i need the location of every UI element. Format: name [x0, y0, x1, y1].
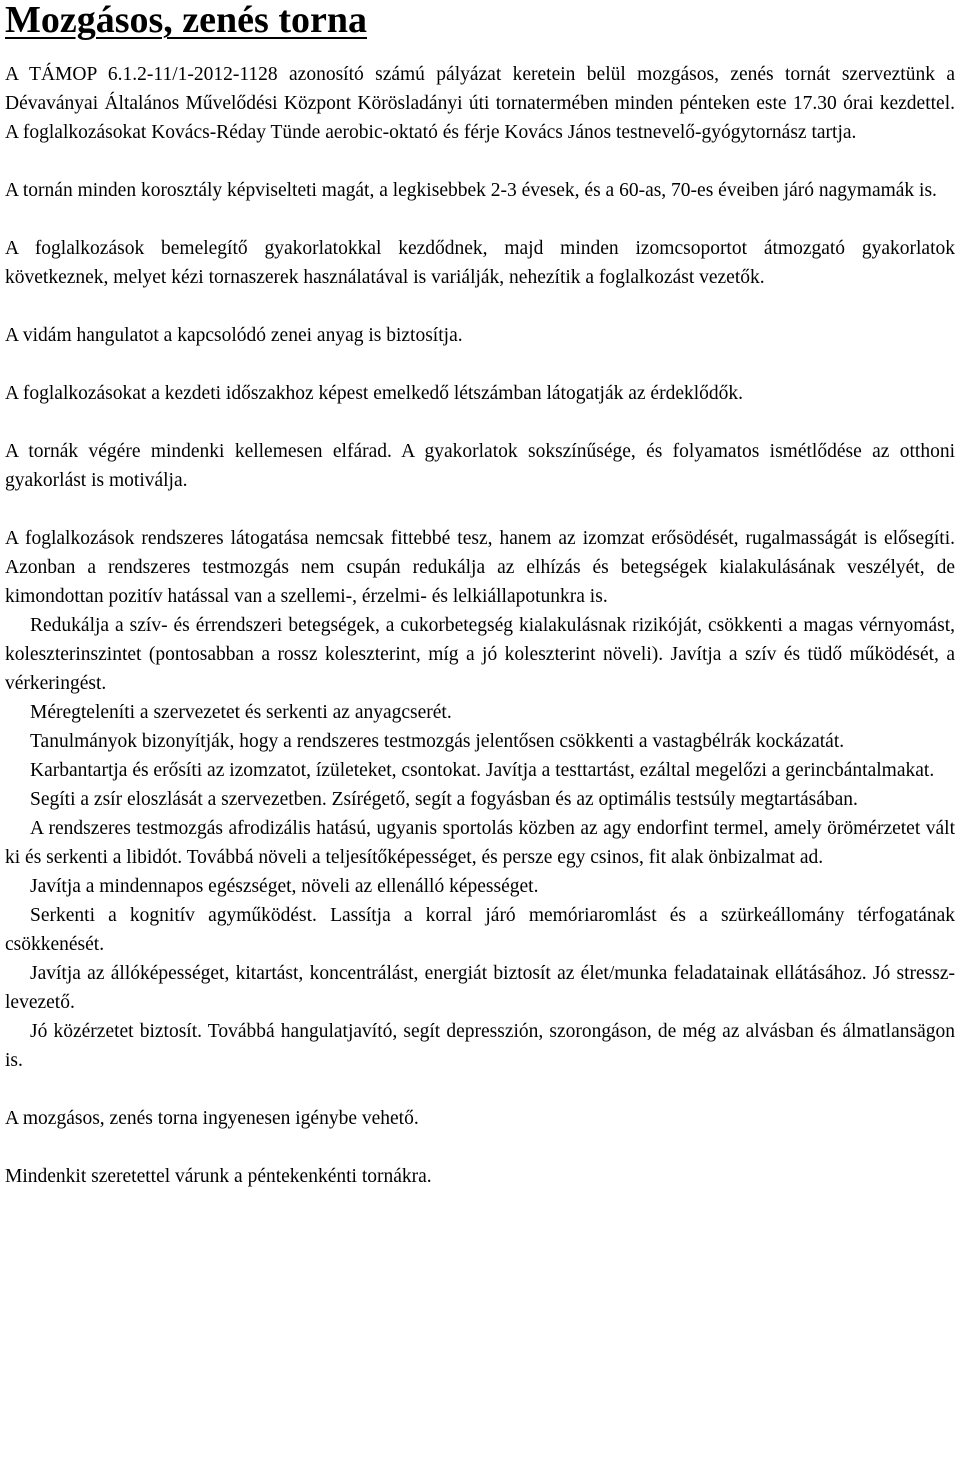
paragraph-free-entry: A mozgásos, zenés torna ingyenesen igénybe vehető.: [5, 1108, 419, 1129]
benefit-item: Méregteleníti a szervezetet és serkenti az anyagcserét.: [30, 702, 452, 723]
benefit-item: Redukálja a szív- és érrendszeri betegségek, a cukorbetegség kialakulásnak rizikóját, csökkenti a magas vérnyomást, koleszterinszintet (pontosabban a rossz koleszterint, míg a jó koleszterint növeli). Javítja a szív és tüdő működését, a vérkeringést.: [5, 615, 955, 694]
benefit-item: Jó közérzetet biztosít. Továbbá hangulatjavító, segít depresszión, szorongáson, de még az alvásban és álmatlansägon is.: [5, 1021, 955, 1071]
paragraph-tiredness: A tornák végére mindenki kellemesen elfárad. A gyakorlatok sokszínűsége, és folyamatos ismétlődése az otthoni gyakorlást is motiválja.: [5, 441, 955, 491]
paragraph-exercises: A foglalkozások bemelegítő gyakorlatokkal kezdődnek, majd minden izomcsoportot átmozgató gyakorlatok következnek, melyet kézi tornaszerek használatával is variálják, nehezítik a foglalkozást vezetők.: [5, 238, 955, 288]
paragraph-music: A vidám hangulatot a kapcsolódó zenei anyag is biztosítja.: [5, 325, 463, 346]
document-page: [5, 0, 955, 1191]
benefit-item: Tanulmányok bizonyítják, hogy a rendszeres testmozgás jelentősen csökkenti a vastagbélrák kockázatát.: [30, 731, 845, 752]
paragraph-benefits-intro: A foglalkozások rendszeres látogatása nemcsak fittebbé tesz, hanem az izomzat erősödését, rugalmasságát is elősegíti. Azonban a rendszeres testmozgás nem csupán redukálja az elhízás és betegségek kialakulásának veszélyét, de kimondottan pozitív hatással van a szellemi-, érzelmi- és lelkiállapotunkra is.: [5, 528, 955, 607]
benefit-item: Segíti a zsír eloszlását a szervezetben. Zsírégető, segít a fogyásban és az optimális testsúly megtartásában.: [30, 789, 858, 810]
benefit-item: Serkenti a kognitív agyműködést. Lassítja a korral járó memóriaromlást és a szürkeállomány térfogatának csökkenését.: [5, 905, 955, 955]
paragraph-intro: A TÁMOP 6.1.2-11/1-2012-1128 azonosító számú pályázat keretein belül mozgásos, zenés tornát szerveztünk a Dévaványai Általános Művelődési Központ Körösladányi úti tornatermében minden pénteken este 17.30 órai kezdettel. A foglalkozásokat Kovács-Réday Tünde aerobic-oktató és férje Kovács János testnevelő-gyógytornász tartja.: [5, 64, 955, 143]
benefit-item: A rendszeres testmozgás afrodizális hatású, ugyanis sportolás közben az agy endorfint termel, amely örömérzetet vált ki és serkenti a libidót. Továbbá növeli a teljesítőképességet, és persze egy csinos, fit alak önbizalmat ad.: [5, 818, 955, 868]
paragraph-invitation: Mindenkit szeretettel várunk a péntekenkénti tornákra.: [5, 1166, 432, 1187]
benefit-item: Javítja az állóképességet, kitartást, koncentrálást, energiát biztosít az élet/munka feladatainak ellátásához. Jó stressz-levezető.: [5, 963, 955, 1013]
benefit-item: Javítja a mindennapos egészséget, növeli az ellenálló képességet.: [30, 876, 539, 897]
page-title: Mozgásos, zenés torna: [5, 0, 367, 41]
benefit-item: Karbantartja és erősíti az izomzatot, ízületeket, csontokat. Javítja a testtartást, ezáltal megelőzi a gerincbántalmakat.: [30, 760, 935, 781]
paragraph-attendance: A foglalkozásokat a kezdeti időszakhoz képest emelkedő létszámban látogatják az érdeklődők.: [5, 383, 744, 404]
paragraph-ages: A tornán minden korosztály képviselteti magát, a legkisebbek 2-3 évesek, és a 60-as, 70-es éveiben járó nagymamák is.: [5, 180, 937, 201]
